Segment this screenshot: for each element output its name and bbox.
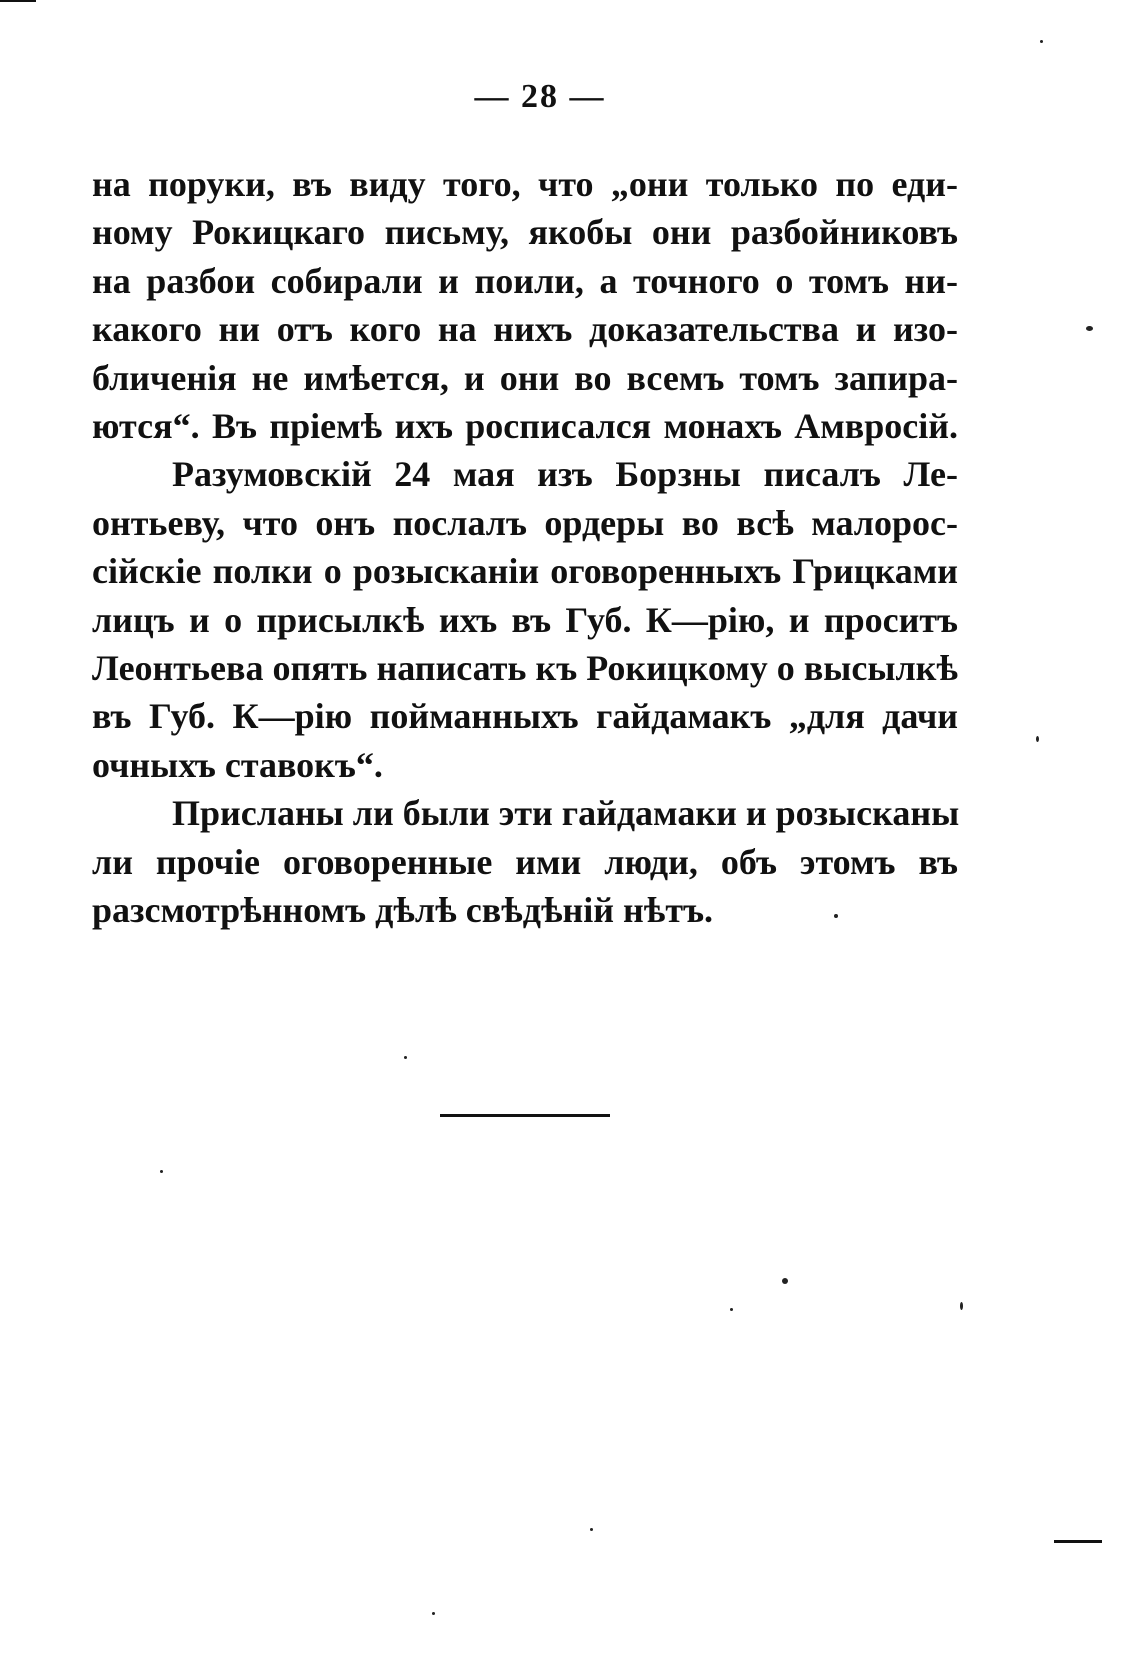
text-line: сійскіе полки о розысканіи оговоренныхъ Грицками <box>92 551 958 592</box>
text-line: ли прочіе оговоренные ими люди, объ этомъ въ <box>92 841 958 882</box>
body-text <box>92 160 958 935</box>
text-line: какого ни отъ кого на нихъ доказательства и изо- <box>92 309 958 350</box>
scan-speck <box>404 1056 407 1059</box>
text-line: очныхъ ставокъ“. <box>92 744 383 785</box>
scan-edge-mark <box>0 0 36 2</box>
text-line: Разумовскій 24 мая изъ Борзны писалъ Ле- <box>172 454 958 495</box>
section-divider <box>440 1114 610 1117</box>
scan-speck <box>160 1170 163 1173</box>
text-line: онтьеву, что онъ послалъ ордеры во всѣ малорос- <box>92 502 958 543</box>
page-number: — 28 — <box>474 78 606 115</box>
scan-speck <box>432 1612 435 1615</box>
text-line: ются“. Въ пріемѣ ихъ росписался монахъ Амвросій. <box>92 406 958 447</box>
text-line: на разбои собирали и поили, а точного о томъ ни- <box>92 260 958 301</box>
paragraph-3 <box>92 789 958 934</box>
text-line: Присланы ли были эти гайдамаки и розысканы <box>172 793 960 834</box>
scan-speck <box>782 1278 788 1284</box>
scan-speck <box>1040 40 1043 43</box>
text-line: Леонтьева опять написать къ Рокицкому о высылкѣ <box>92 648 958 689</box>
scan-speck <box>730 1308 733 1311</box>
scan-speck <box>1036 736 1039 742</box>
text-line: на поруки, въ виду того, что „они только по еди- <box>92 164 958 204</box>
scan-edge-mark <box>1054 1540 1102 1543</box>
text-line: ному Рокицкаго письму, якобы они разбойниковъ <box>92 212 958 253</box>
paragraph-1 <box>92 160 958 450</box>
scan-speck <box>590 1528 593 1531</box>
scan-speck <box>1086 326 1093 331</box>
scan-speck <box>834 914 838 918</box>
text-line: лицъ и о присылкѣ ихъ въ Губ. К—рію, и проситъ <box>92 599 958 640</box>
text-line: въ Губ. К—рію пойманныхъ гайдамакъ „для дачи <box>92 696 958 737</box>
paragraph-2 <box>92 450 958 789</box>
scan-speck <box>960 1302 963 1310</box>
text-line: бличенія не имѣется, и они во всемъ томъ запира- <box>92 357 958 398</box>
text-line: разсмотрѣнномъ дѣлѣ свѣдѣній нѣтъ. <box>92 890 714 931</box>
